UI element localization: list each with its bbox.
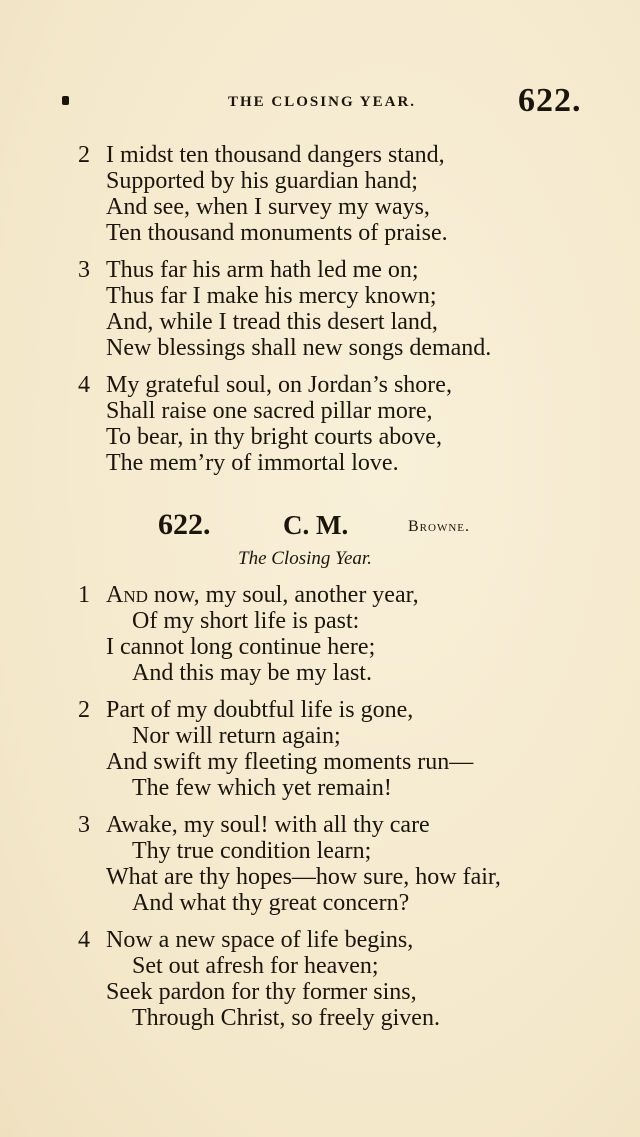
hymn-heading: [0, 508, 640, 548]
hymn-subtitle: The Closing Year.: [238, 548, 372, 569]
verse-number: 2: [78, 142, 90, 168]
verse-number: 4: [78, 927, 90, 953]
verse-line: Thy true condition learn;: [132, 838, 372, 864]
verse-line: And this may be my last.: [132, 660, 372, 686]
verse-line: What are thy hopes—how sure, how fair,: [106, 864, 501, 890]
verse-line: I cannot long continue here;: [106, 634, 376, 660]
verse-line: I midst ten thousand dangers stand,: [106, 142, 445, 168]
hymn-meter: C. M.: [283, 510, 349, 540]
verse-number: 1: [78, 582, 90, 608]
verse-line: The few which yet remain!: [132, 775, 392, 801]
ink-mark: [62, 96, 69, 105]
verse-line: New blessings shall new songs demand.: [106, 335, 492, 361]
running-title: THE CLOSING YEAR.: [228, 94, 417, 110]
verse-first-rest: now, my soul, another year,: [147, 582, 419, 608]
verse-line: Supported by his guardian hand;: [106, 168, 418, 194]
verse-line: The mem’ry of immortal love.: [106, 450, 399, 476]
verse-number: 3: [78, 812, 90, 838]
hymn-author: Browne.: [408, 518, 470, 535]
verse-line: And what thy great concern?: [132, 890, 410, 916]
verse-line: Of my short life is past:: [132, 608, 360, 634]
verse-number: 2: [78, 697, 90, 723]
hymn-number: 622.: [158, 508, 211, 541]
page-number: 622.: [518, 82, 582, 119]
verse-first-word: And: [106, 582, 148, 608]
verse-line: And see, when I survey my ways,: [106, 194, 430, 220]
verse-number: 3: [78, 257, 90, 283]
verse-line: My grateful soul, on Jordan’s shore,: [106, 372, 452, 398]
verse-line: Seek pardon for thy former sins,: [106, 979, 417, 1005]
verse-line: Set out afresh for heaven;: [132, 953, 379, 979]
verse-line: Awake, my soul! with all thy care: [106, 812, 430, 838]
verse-line: And swift my fleeting moments run—: [106, 749, 474, 775]
verse-line: And, while I tread this desert land,: [106, 309, 438, 335]
verse-line: Thus far his arm hath led me on;: [106, 257, 419, 283]
verse-line: Now a new space of life begins,: [106, 927, 414, 953]
verse-line: To bear, in thy bright courts above,: [106, 424, 442, 450]
verse-line: Thus far I make his mercy known;: [106, 283, 437, 309]
verse-line: Nor will return again;: [132, 723, 341, 749]
verse-line: Shall raise one sacred pillar more,: [106, 398, 433, 424]
verse-line: Through Christ, so freely given.: [132, 1005, 440, 1031]
verse-line: [106, 582, 419, 608]
verse-number: 4: [78, 372, 90, 398]
verse-line: Part of my doubtful life is gone,: [106, 697, 414, 723]
running-header: [0, 84, 640, 124]
verse-line: Ten thousand monuments of praise.: [106, 220, 448, 246]
